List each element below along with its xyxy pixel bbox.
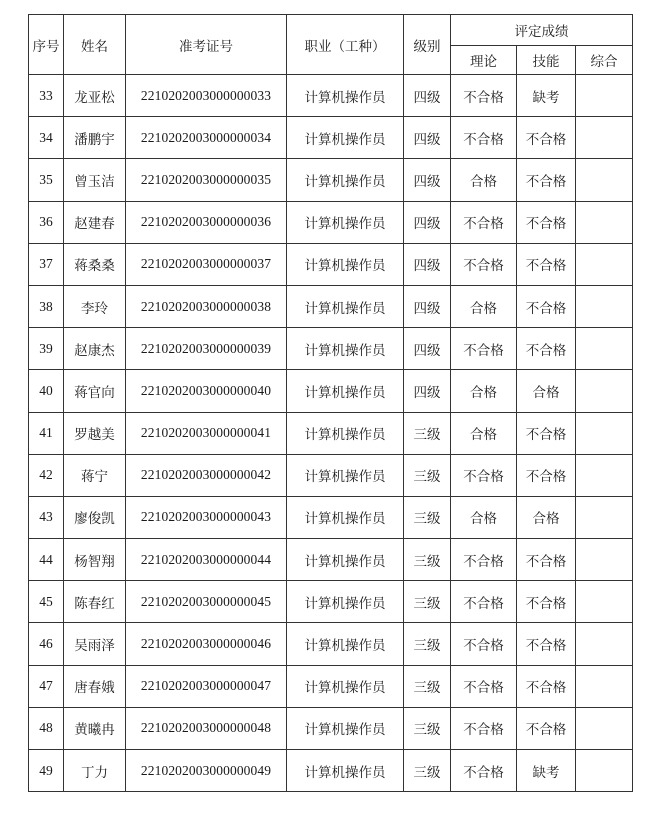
cert-number-cell: 2210202003000000034 (126, 117, 287, 159)
skill-score-cell: 缺考 (517, 75, 576, 117)
level-cell: 三级 (404, 454, 451, 496)
header-occupation: 职业（工种） (287, 15, 404, 75)
name-cell: 蒋宁 (64, 454, 126, 496)
theory-score-cell: 不合格 (451, 623, 517, 665)
header-skill: 技能 (517, 46, 576, 75)
level-cell: 三级 (404, 496, 451, 538)
skill-score-cell: 不合格 (517, 201, 576, 243)
name-cell: 曾玉洁 (64, 159, 126, 201)
cert-number-cell: 2210202003000000049 (126, 750, 287, 792)
seq-cell: 37 (29, 243, 64, 285)
overall-score-cell (576, 117, 633, 159)
occupation-cell: 计算机操作员 (287, 159, 404, 201)
header-level: 级别 (404, 15, 451, 75)
occupation-cell: 计算机操作员 (287, 285, 404, 327)
table-row (29, 328, 633, 370)
occupation-cell: 计算机操作员 (287, 117, 404, 159)
theory-score-cell: 不合格 (451, 328, 517, 370)
occupation-cell: 计算机操作员 (287, 454, 404, 496)
level-cell: 三级 (404, 665, 451, 707)
cert-number-cell: 2210202003000000041 (126, 412, 287, 454)
seq-cell: 45 (29, 581, 64, 623)
level-cell: 三级 (404, 539, 451, 581)
name-cell: 唐春娥 (64, 665, 126, 707)
overall-score-cell (576, 454, 633, 496)
name-cell: 潘鹏宇 (64, 117, 126, 159)
theory-score-cell: 不合格 (451, 201, 517, 243)
theory-score-cell: 合格 (451, 285, 517, 327)
level-cell: 四级 (404, 328, 451, 370)
overall-score-cell (576, 750, 633, 792)
cert-number-cell: 2210202003000000039 (126, 328, 287, 370)
header-theory: 理论 (451, 46, 517, 75)
skill-score-cell: 缺考 (517, 750, 576, 792)
occupation-cell: 计算机操作员 (287, 412, 404, 454)
seq-cell: 46 (29, 623, 64, 665)
name-cell: 蒋官向 (64, 370, 126, 412)
occupation-cell: 计算机操作员 (287, 370, 404, 412)
table-row (29, 539, 633, 581)
table-row (29, 454, 633, 496)
level-cell: 三级 (404, 623, 451, 665)
seq-cell: 40 (29, 370, 64, 412)
cert-number-cell: 2210202003000000035 (126, 159, 287, 201)
name-cell: 廖俊凯 (64, 496, 126, 538)
table-row (29, 412, 633, 454)
name-cell: 陈春红 (64, 581, 126, 623)
seq-cell: 38 (29, 285, 64, 327)
name-cell: 罗越美 (64, 412, 126, 454)
table-row (29, 285, 633, 327)
skill-score-cell: 不合格 (517, 539, 576, 581)
table-row (29, 665, 633, 707)
name-cell: 吴雨泽 (64, 623, 126, 665)
table-body (29, 75, 633, 792)
seq-cell: 43 (29, 496, 64, 538)
name-cell: 丁力 (64, 750, 126, 792)
table-row (29, 750, 633, 792)
seq-cell: 39 (29, 328, 64, 370)
skill-score-cell: 不合格 (517, 707, 576, 749)
seq-cell: 42 (29, 454, 64, 496)
theory-score-cell: 不合格 (451, 665, 517, 707)
cert-number-cell: 2210202003000000046 (126, 623, 287, 665)
skill-score-cell: 不合格 (517, 285, 576, 327)
overall-score-cell (576, 243, 633, 285)
seq-cell: 34 (29, 117, 64, 159)
cert-number-cell: 2210202003000000033 (126, 75, 287, 117)
skill-score-cell: 不合格 (517, 665, 576, 707)
theory-score-cell: 合格 (451, 496, 517, 538)
skill-score-cell: 不合格 (517, 412, 576, 454)
skill-score-cell: 合格 (517, 496, 576, 538)
cert-number-cell: 2210202003000000040 (126, 370, 287, 412)
overall-score-cell (576, 665, 633, 707)
theory-score-cell: 不合格 (451, 243, 517, 285)
theory-score-cell: 合格 (451, 370, 517, 412)
overall-score-cell (576, 285, 633, 327)
table-row (29, 201, 633, 243)
cert-number-cell: 2210202003000000038 (126, 285, 287, 327)
level-cell: 四级 (404, 370, 451, 412)
header-name: 姓名 (64, 15, 126, 75)
level-cell: 四级 (404, 285, 451, 327)
table-row (29, 623, 633, 665)
level-cell: 四级 (404, 117, 451, 159)
skill-score-cell: 不合格 (517, 117, 576, 159)
cert-number-cell: 2210202003000000047 (126, 665, 287, 707)
cert-number-cell: 2210202003000000043 (126, 496, 287, 538)
occupation-cell: 计算机操作员 (287, 243, 404, 285)
seq-cell: 49 (29, 750, 64, 792)
occupation-cell: 计算机操作员 (287, 623, 404, 665)
cert-number-cell: 2210202003000000045 (126, 581, 287, 623)
occupation-cell: 计算机操作员 (287, 75, 404, 117)
seq-cell: 47 (29, 665, 64, 707)
table-row (29, 243, 633, 285)
table-row (29, 496, 633, 538)
cert-number-cell: 2210202003000000042 (126, 454, 287, 496)
occupation-cell: 计算机操作员 (287, 328, 404, 370)
level-cell: 三级 (404, 707, 451, 749)
overall-score-cell (576, 539, 633, 581)
skill-score-cell: 不合格 (517, 454, 576, 496)
cert-number-cell: 2210202003000000036 (126, 201, 287, 243)
overall-score-cell (576, 412, 633, 454)
skill-score-cell: 合格 (517, 370, 576, 412)
theory-score-cell: 不合格 (451, 539, 517, 581)
level-cell: 三级 (404, 750, 451, 792)
occupation-cell: 计算机操作员 (287, 539, 404, 581)
name-cell: 赵康杰 (64, 328, 126, 370)
level-cell: 三级 (404, 581, 451, 623)
header-cert: 准考证号 (126, 15, 287, 75)
name-cell: 赵建春 (64, 201, 126, 243)
seq-cell: 48 (29, 707, 64, 749)
level-cell: 四级 (404, 159, 451, 201)
overall-score-cell (576, 201, 633, 243)
score-table (28, 14, 633, 792)
overall-score-cell (576, 581, 633, 623)
overall-score-cell (576, 496, 633, 538)
header-seq: 序号 (29, 15, 64, 75)
theory-score-cell: 不合格 (451, 581, 517, 623)
seq-cell: 41 (29, 412, 64, 454)
theory-score-cell: 不合格 (451, 750, 517, 792)
table-row (29, 581, 633, 623)
seq-cell: 35 (29, 159, 64, 201)
level-cell: 三级 (404, 412, 451, 454)
seq-cell: 33 (29, 75, 64, 117)
skill-score-cell: 不合格 (517, 243, 576, 285)
overall-score-cell (576, 707, 633, 749)
theory-score-cell: 合格 (451, 159, 517, 201)
occupation-cell: 计算机操作员 (287, 750, 404, 792)
name-cell: 杨智翔 (64, 539, 126, 581)
skill-score-cell: 不合格 (517, 159, 576, 201)
occupation-cell: 计算机操作员 (287, 581, 404, 623)
occupation-cell: 计算机操作员 (287, 707, 404, 749)
name-cell: 蒋桑桑 (64, 243, 126, 285)
overall-score-cell (576, 328, 633, 370)
cert-number-cell: 2210202003000000037 (126, 243, 287, 285)
table-row (29, 159, 633, 201)
name-cell: 李玲 (64, 285, 126, 327)
theory-score-cell: 不合格 (451, 117, 517, 159)
theory-score-cell: 不合格 (451, 707, 517, 749)
cert-number-cell: 2210202003000000048 (126, 707, 287, 749)
level-cell: 四级 (404, 201, 451, 243)
seq-cell: 44 (29, 539, 64, 581)
overall-score-cell (576, 159, 633, 201)
occupation-cell: 计算机操作员 (287, 496, 404, 538)
overall-score-cell (576, 370, 633, 412)
theory-score-cell: 合格 (451, 412, 517, 454)
name-cell: 黄曦冉 (64, 707, 126, 749)
skill-score-cell: 不合格 (517, 328, 576, 370)
table-row (29, 370, 633, 412)
header-overall: 综合 (576, 46, 633, 75)
overall-score-cell (576, 623, 633, 665)
header-scores: 评定成绩 (451, 15, 633, 46)
table-row (29, 117, 633, 159)
table-row (29, 75, 633, 117)
seq-cell: 36 (29, 201, 64, 243)
level-cell: 四级 (404, 75, 451, 117)
skill-score-cell: 不合格 (517, 623, 576, 665)
cert-number-cell: 2210202003000000044 (126, 539, 287, 581)
table-header (29, 15, 633, 75)
theory-score-cell: 不合格 (451, 75, 517, 117)
name-cell: 龙亚松 (64, 75, 126, 117)
table-row (29, 707, 633, 749)
theory-score-cell: 不合格 (451, 454, 517, 496)
level-cell: 四级 (404, 243, 451, 285)
occupation-cell: 计算机操作员 (287, 665, 404, 707)
overall-score-cell (576, 75, 633, 117)
skill-score-cell: 不合格 (517, 581, 576, 623)
occupation-cell: 计算机操作员 (287, 201, 404, 243)
